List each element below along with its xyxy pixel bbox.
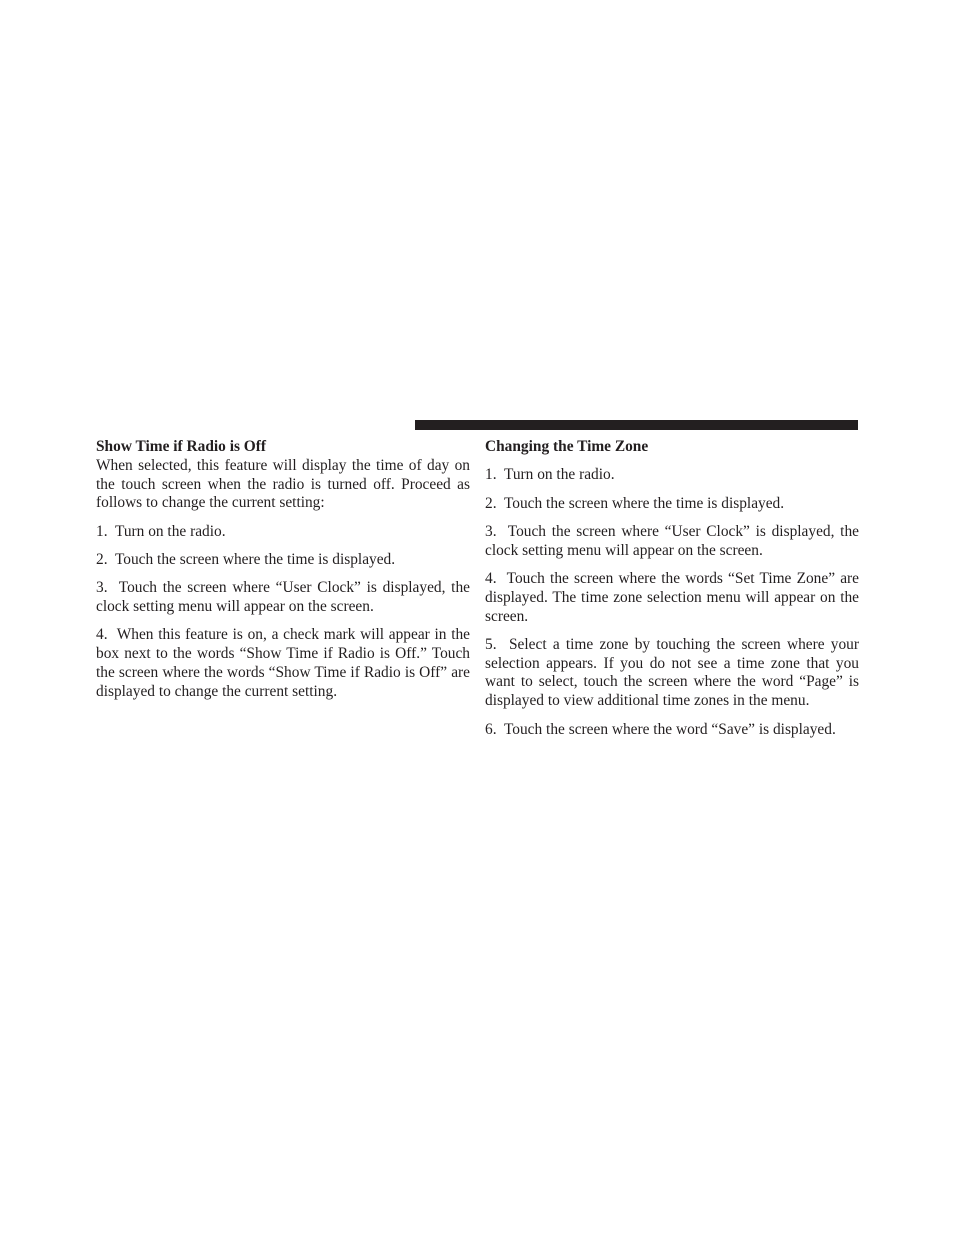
section-intro: When selected, this feature will display the time of day on the touch screen when the radio is turned off. Proceed as follows to change the current setting: <box>96 456 470 512</box>
list-item <box>485 495 859 514</box>
right-column <box>485 438 859 749</box>
steps-list-show-time <box>96 523 470 702</box>
step-text: When this feature is on, a check mark will appear in the box next to the words “Show Time if Radio is Off.” Touch the screen where the words “Show Time if Radio is Off” are displayed to change the current setting. <box>96 626 471 700</box>
step-number: 4. <box>485 569 497 587</box>
steps-list-time-zone <box>485 466 859 739</box>
step-number: 4. <box>96 626 108 644</box>
section-divider-bar <box>415 420 858 430</box>
list-item <box>96 551 470 570</box>
section-heading-time-zone: Changing the Time Zone <box>485 438 649 455</box>
step-number: 1. <box>96 522 108 540</box>
section-heading-show-time: Show Time if Radio is Off <box>96 438 267 455</box>
list-item <box>485 636 859 711</box>
step-number: 6. <box>485 720 497 738</box>
list-item <box>485 721 859 740</box>
step-text: Touch the screen where the time is displayed. <box>114 550 396 568</box>
step-text: Touch the screen where the time is displayed. <box>503 494 785 512</box>
step-text: Touch the screen where the words “Set Time Zone” are displayed. The time zone selection menu will appear on the screen. <box>485 569 859 625</box>
step-number: 2. <box>96 550 108 568</box>
list-item <box>96 626 470 701</box>
step-number: 3. <box>485 522 497 540</box>
step-text: Touch the screen where “User Clock” is displayed, the clock setting menu will appear on the screen. <box>96 579 470 616</box>
list-item <box>485 570 859 626</box>
list-item <box>485 466 859 485</box>
step-text: Touch the screen where the word “Save” is displayed. <box>503 720 836 738</box>
list-item <box>96 523 470 542</box>
step-number: 3. <box>96 579 108 597</box>
step-text: Turn on the radio. <box>114 522 226 540</box>
step-text: Turn on the radio. <box>503 466 615 484</box>
step-number: 2. <box>485 494 497 512</box>
step-text: Select a time zone by touching the screen where your selection appears. If you do not see a time zone that you want to select, touch the screen where the word “Page” is displayed to view additional time zones in the menu. <box>485 635 859 710</box>
step-number: 5. <box>485 635 497 653</box>
left-column <box>96 438 470 711</box>
step-text: Touch the screen where “User Clock” is displayed, the clock setting menu will appear on the screen. <box>485 522 859 559</box>
list-item <box>96 579 470 617</box>
list-item <box>485 523 859 561</box>
step-number: 1. <box>485 466 497 484</box>
